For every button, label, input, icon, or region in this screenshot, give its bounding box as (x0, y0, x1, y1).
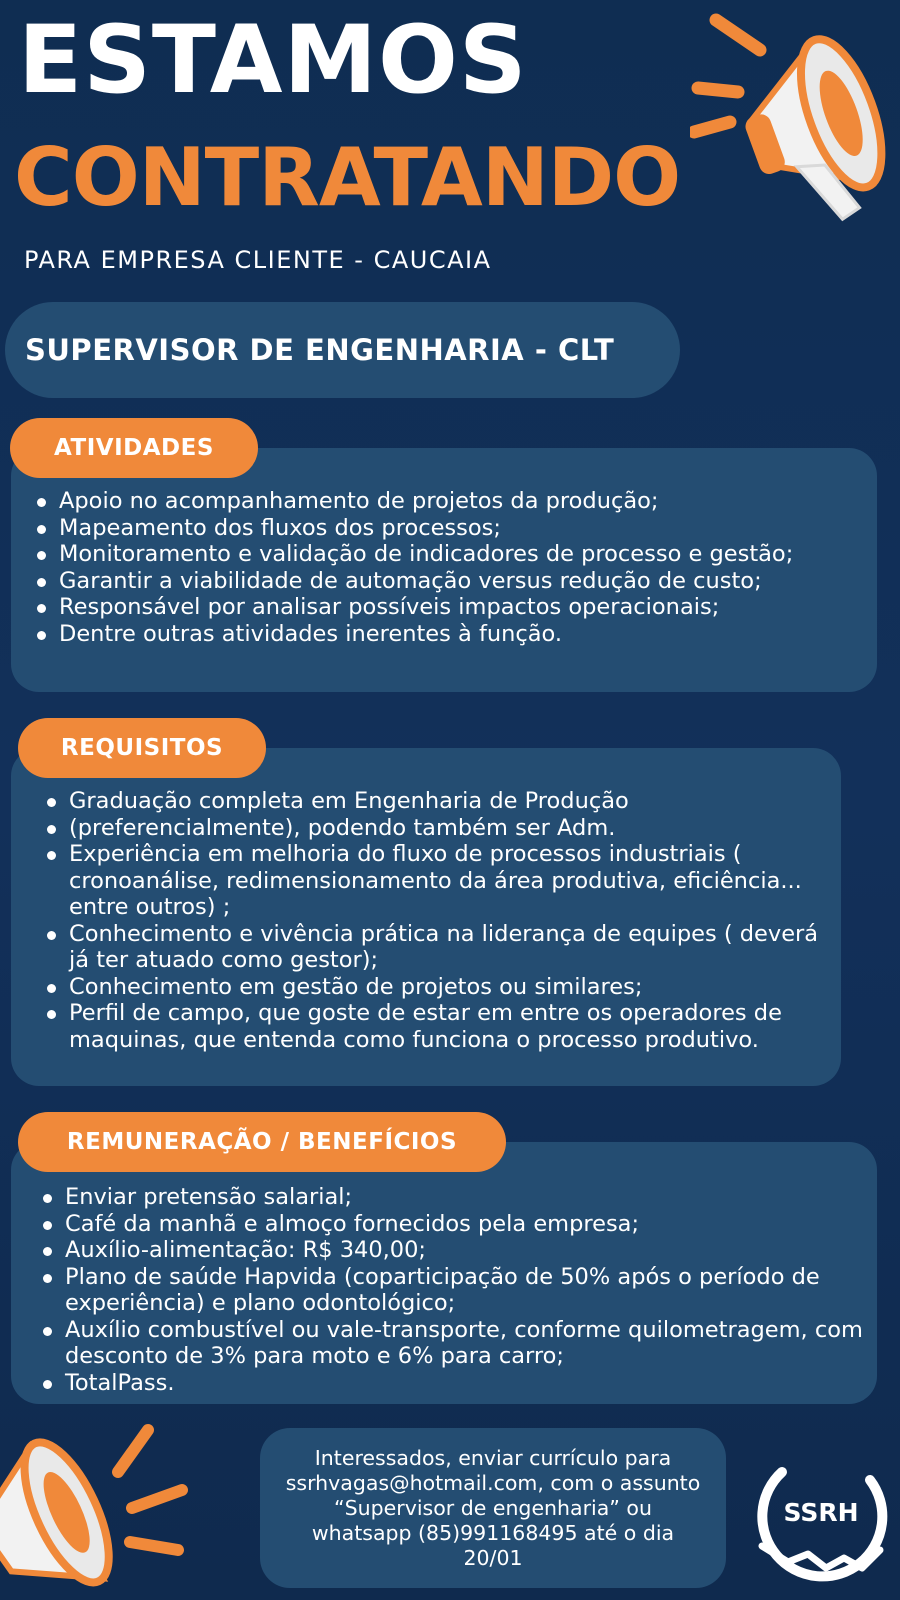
list-item: Auxílio combustível ou vale-transporte, conforme quilometragem, com desconto de 3% para moto e 6% para carro; (39, 1317, 875, 1370)
contact-box (260, 1428, 726, 1588)
job-title: SUPERVISOR DE ENGENHARIA - CLT (25, 333, 615, 367)
list-item: Conhecimento em gestão de projetos ou similares; (43, 974, 833, 1001)
list-item: TotalPass. (39, 1370, 875, 1397)
list-item: Enviar pretensão salarial; (39, 1184, 875, 1211)
atividades-panel (11, 448, 877, 692)
requisitos-tag: REQUISITOS (18, 718, 266, 778)
list-item: Conhecimento e vivência prática na liderança de equipes ( deverá já ter atuado como gestor); (43, 921, 833, 974)
beneficios-panel (11, 1142, 877, 1404)
headline-estamos: ESTAMOS (18, 6, 528, 115)
megaphone-icon (0, 1410, 200, 1600)
list-item: Café da manhã e almoço fornecidos pela empresa; (39, 1211, 875, 1238)
list-item: Dentre outras atividades inerentes à função. (33, 621, 871, 648)
list-item: Experiência em melhoria do fluxo de processos industriais ( cronoanálise, redimensionamento da área produtiva, eficiência... entre outros) ; (43, 841, 833, 921)
beneficios-list (39, 1184, 875, 1396)
list-item: Monitoramento e validação de indicadores de processo e gestão; (33, 541, 871, 568)
requisitos-panel (11, 748, 841, 1086)
beneficios-tag: REMUNERAÇÃO / BENEFÍCIOS (18, 1112, 506, 1172)
list-item: Plano de saúde Hapvida (coparticipação de 50% após o período de experiência) e plano odontológico; (39, 1264, 875, 1317)
logo-text: SSRH (783, 1498, 859, 1527)
list-item: (preferencialmente), podendo também ser Adm. (43, 815, 833, 842)
megaphone-icon (690, 10, 900, 240)
list-item: Perfil de campo, que goste de estar em entre os operadores de maquinas, que entenda como funciona o processo produtivo. (43, 1000, 833, 1053)
requisitos-list (43, 788, 833, 1053)
handshake-logo-icon (752, 1450, 890, 1588)
list-item: Auxílio-alimentação: R$ 340,00; (39, 1237, 875, 1264)
subtitle: PARA EMPRESA CLIENTE - CAUCAIA (24, 246, 492, 274)
headline-contratando: CONTRATANDO (14, 131, 681, 224)
list-item: Apoio no acompanhamento de projetos da produção; (33, 488, 871, 515)
atividades-tag: ATIVIDADES (10, 418, 258, 478)
atividades-list (33, 488, 871, 647)
contact-text: Interessados, enviar currículo para ssrhvagas@hotmail.com, com o assunto “Supervisor de engenharia” ou whatsapp (85)991168495 até o dia 20/01 (285, 1445, 701, 1570)
list-item: Responsável por analisar possíveis impactos operacionais; (33, 594, 871, 621)
list-item: Graduação completa em Engenharia de Produção (43, 788, 833, 815)
list-item: Garantir a viabilidade de automação versus redução de custo; (33, 568, 871, 595)
list-item: Mapeamento dos fluxos dos processos; (33, 515, 871, 542)
job-title-pill (5, 302, 680, 398)
